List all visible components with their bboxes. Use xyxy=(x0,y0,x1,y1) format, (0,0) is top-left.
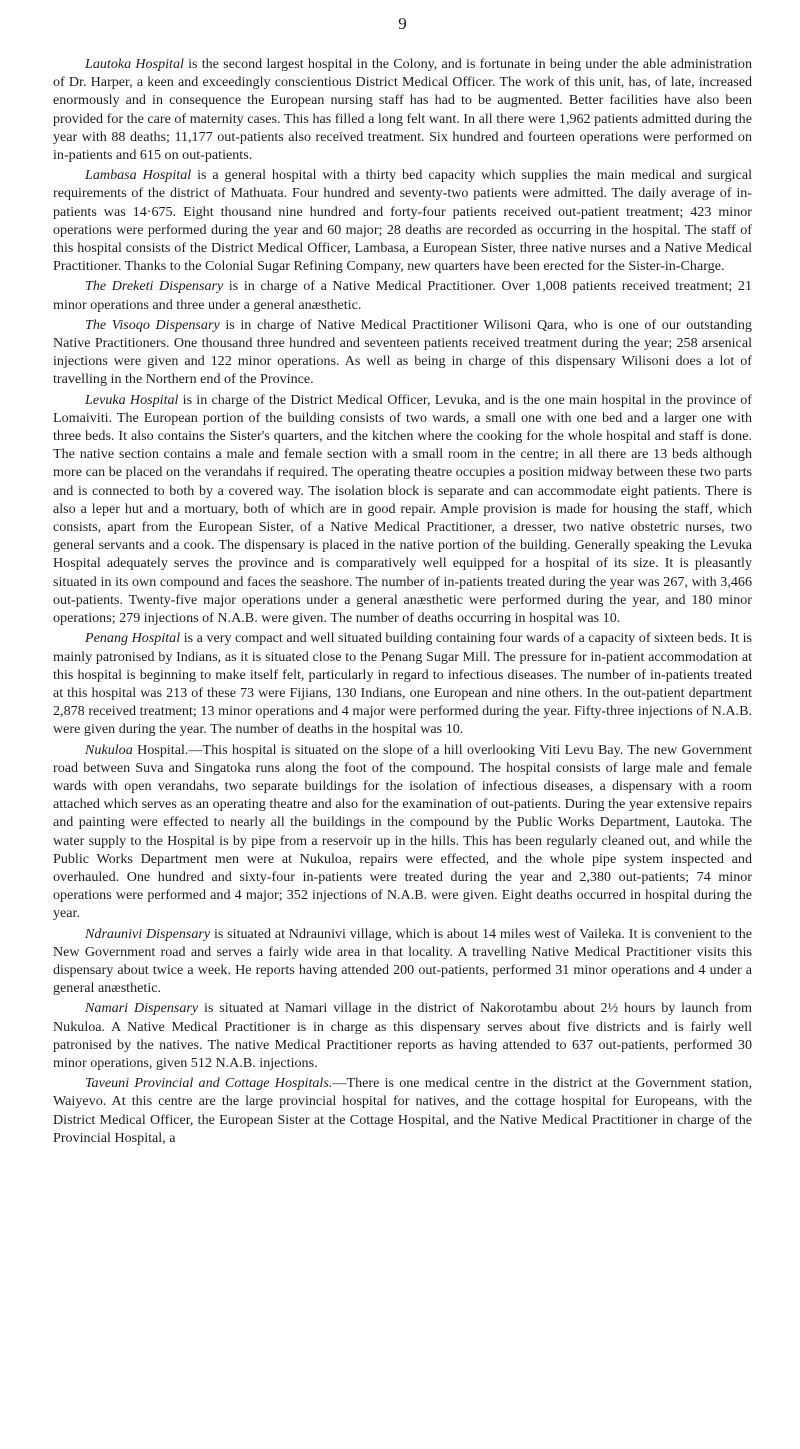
paragraph-text: is situated at Namari village in the district of Nakorotambu about 2½ hours by launch from Nukuloa. A Native Medical Practitioner is in charge as this dispensary serves about five districts and is fairly well patronised by the natives. The native Medical Practitioner reports as having attended to 637 out-patients, performed 30 minor operations, given 512 N.A.B. injections. xyxy=(53,1000,753,1071)
page-number: 9 xyxy=(398,14,407,33)
paragraph-text: is in charge of Native Medical Practitioner Wilisoni Qara, who is one of our outstanding Native Practitioners. One thousand three hundred and seventeen patients received treatment during the year; 258 arsenical injections were given and 122 minor operations. As well as being in charge of this dispensary Wilisoni does a lot of travelling in the Northern end of the Province. xyxy=(53,316,752,388)
paragraph-dreketi-dispensary xyxy=(53,277,752,313)
paragraph-lambasa-hospital xyxy=(53,166,752,275)
paragraph-text: is in charge of a Native Medical Practitioner. Over 1,008 patients received treatment; 21 minor operations and three under a general anæsthetic. xyxy=(53,278,752,313)
paragraph-heading: The Dreketi Dispensary xyxy=(85,278,224,295)
paragraph-visoqo-dispensary xyxy=(53,316,752,389)
paragraph-heading: Lambasa Hospital xyxy=(85,167,192,184)
paragraph-heading: Penang Hospital xyxy=(85,630,181,647)
paragraph-heading: Lautoka Hospital xyxy=(85,56,184,72)
paragraph-nukuloa-hospital xyxy=(53,741,752,923)
paragraph-heading: Taveuni Provincial and Cottage Hospitals. xyxy=(85,1075,333,1092)
paragraph-heading: The Visoqo Dispensary xyxy=(85,316,220,333)
paragraph-heading: Namari Dispensary xyxy=(85,1000,199,1017)
paragraph-heading: Nukuloa xyxy=(85,741,133,758)
paragraph-heading: Ndraunivi Dispensary xyxy=(85,925,211,942)
paragraph-namari-dispensary xyxy=(53,999,752,1072)
paragraph-text: Hospital.—This hospital is situated on the slope of a hill overlooking Viti Levu Bay. The new Government road between Suva and Singatoka runs along the foot of the compound. The hospital consists of large male and female wards with open verandahs, two separate buildings for the isolation of infectious diseases, a dispensary with a room attached which serves as an operating theatre and also for the examination of out-patients. During the year extensive repairs and painting were effected to nearly all the buildings in the compound by the Public Works Department, Lautoka. The water supply to the Hospital is by pipe from a reservoir up in the hills. This has been regularly cleaned out, and while the Public Works Department men were at Nukuloa, repairs were effected, and the whole pipe system inspected and overhauled. One hundred and sixty-four in-patients were treated during the year and 2,380 out-patients; 74 minor operations were performed and 4 major; 352 injections of N.A.B. were given. Eight deaths occurred in hospital during the year. xyxy=(53,741,752,922)
paragraph-text: is a very compact and well situated building containing four wards of a capacity of sixteen beds. It is mainly patronised by Indians, as it is situated close to the Penang Sugar Mill. The pressure for in-patient accommodation at this hospital is beginning to make itself felt, particularly in regard to infectious diseases. The number of in-patients treated at this hospital was 213 of these 73 were Fijians, 130 Indians, one European and nine others. In the out-patient department 2,878 received treatment; 13 minor operations and 4 major were performed during the year. Fifty-three injections of N.A.B. were given during the year. The number of deaths in the hospital was 10. xyxy=(53,630,752,738)
paragraph-levuka-hospital xyxy=(53,391,752,628)
paragraph-penang-hospital xyxy=(53,629,752,738)
paragraph-text: is the second largest hospital in the Colony, and is fortunate in being under the able administration of Dr. Harper, a keen and exceedingly conscientious District Medical Officer. The work of this unit, has, of late, increased enormously and in consequence the European nursing staff has had to be augmented. Better facilities have also been provided for the care of maternity cases. This has filled a long felt want. In all there were 1,962 patients admitted during the year with 88 deaths; 11,177 out-patients also received treatment. Six hundred and fourteen operations were performed on in-patients and 615 on out-patients. xyxy=(53,56,752,164)
paragraph-text: is situated at Ndraunivi village, which is about 14 miles west of Vaileka. It is convenient to the New Government road and serves a fairly wide area in that locality. A travelling Native Medical Practitioner visits this dispensary about twice a week. He reports having attended 200 out-patients, performed 31 minor operations and 4 under a general anæsthetic. xyxy=(53,925,752,997)
paragraph-lautoka-hospital xyxy=(53,55,752,164)
paragraph-text: is in charge of the District Medical Officer, Levuka, and is the one main hospital in the province of Lomaiviti. The European portion of the building consists of two wards, a small one with one bed and a larger one with three beds. It also contains the Sister's quarters, and the kitchen where the cooking for the whole hospital and staff is done. The native section contains a male and female section with a small room in the centre; in all there are 13 beds although more can be placed on the verandahs if required. The operating theatre occupies a position midway between these two parts and is connected to both by a covered way. The isolation block is separate and can accommodate eight patients. There is also a leper hut and a mortuary, both of which are in good repair. Ample provision is made for housing the staff, which consists, apart from the European Sister, of a Native Medical Practitioner, a dresser, two native obstetric nurses, two general servants and a cook. The dispensary is placed in the native portion of the building. Generally speaking the Levuka Hospital adequately serves the province and is comparatively well equipped for a hospital of its size. It is pleasantly situated in its own compound and faces the seashore. The number of in-patients treated during the year was 267, with 3,466 out-patients. Twenty-five major operations under a general anæsthetic were performed during the year, and 180 minor operations; 279 injections of N.A.B. were given. The number of deaths occurring in hospital was 10. xyxy=(53,391,752,627)
paragraph-taveuni-hospitals xyxy=(53,1074,752,1147)
paragraph-text: is a general hospital with a thirty bed capacity which supplies the main medical and surgical requirements of the district of Mathuata. Four hundred and seventy-two patients were admitted. The daily average of in-patients was 14·675. Eight thousand nine hundred and forty-four patients received out-patient treatment; 423 minor operations were performed during the year and 60 major; 28 deaths are recorded as occurring in the hospital. The staff of this hospital consists of the District Medical Officer, Lambasa, a European Sister, three native nurses and a Native Medical Practitioner. Thanks to the Colonial Sugar Refining Company, new quarters have been erected for the Sister-in-Charge. xyxy=(53,167,753,275)
paragraph-ndraunivi-dispensary xyxy=(53,925,752,998)
paragraph-text: —There is one medical centre in the district at the Government station, Waiyevo. At this centre are the large provincial hospital for natives, and the cottage hospital for Europeans, with the District Medical Officer, the European Sister at the Cottage Hospital, and the Native Medical Practitioner in charge of the Provincial Hospital, a xyxy=(53,1075,752,1146)
paragraph-heading: Levuka Hospital xyxy=(85,391,179,408)
